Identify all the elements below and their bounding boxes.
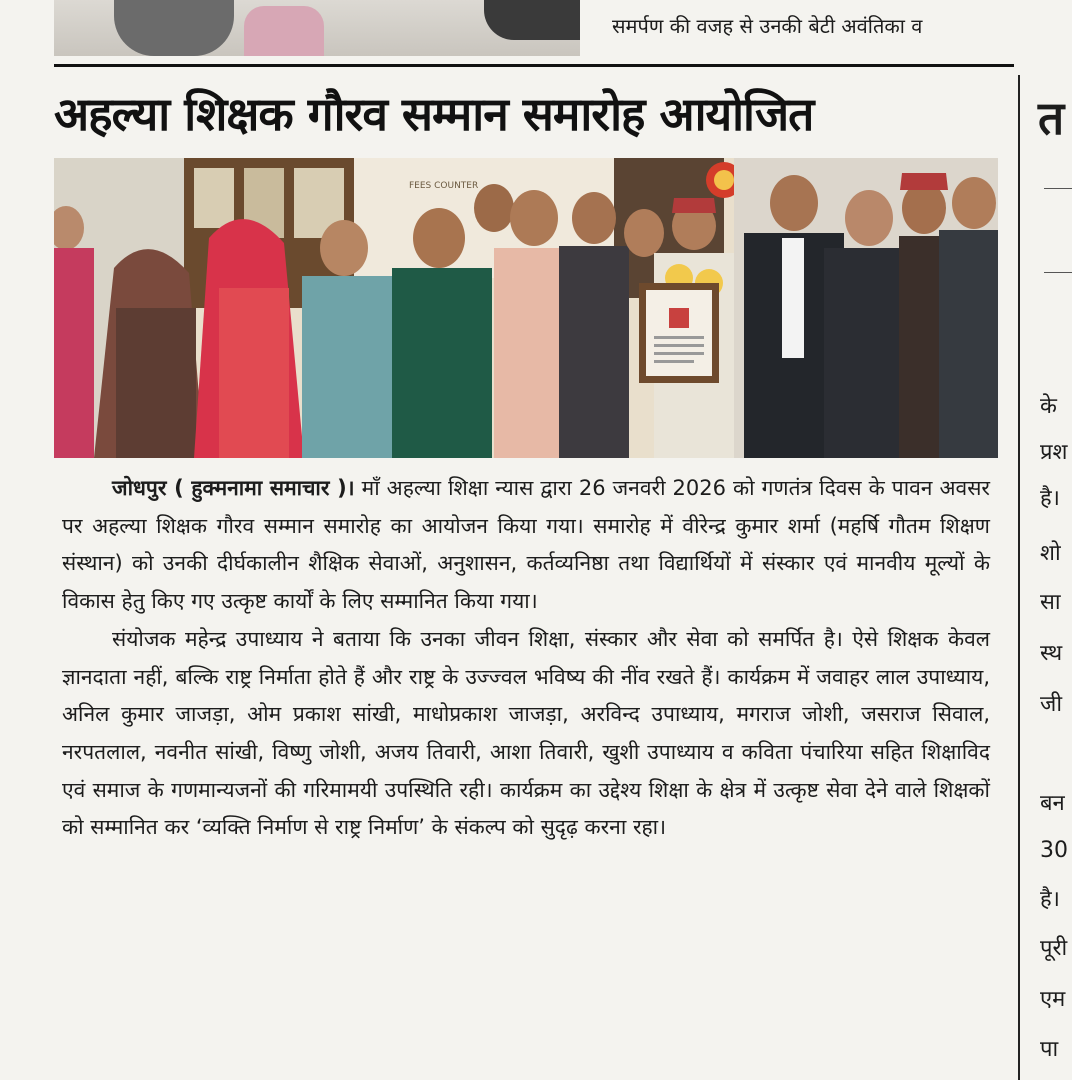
adjacent-word: है। [1040,486,1061,511]
adjacent-word: शो [1040,541,1061,566]
award-plaque [639,283,719,383]
column-divider [1018,75,1020,1080]
adjacent-word: बन [1040,791,1065,816]
adjacent-word: है। [1040,887,1061,912]
adjacent-word: प्रश [1040,440,1068,465]
section-divider [54,64,1014,67]
adjacent-word: जी [1040,692,1063,717]
article-paragraph-2: संयोजक महेन्द्र उपाध्याय ने बताया कि उनका जीवन शिक्षा, संस्कार और सेवा को समर्पित है। ऐसे शिक्षक केवल ज्ञानदाता नहीं, बल्कि राष्ट्र निर्माता होते हैं और राष्ट्र के उज्ज्वल भविष्य की नींव रखते हैं। कार्यक्रम में जवाहर लाल उपाध्याय, अनिल कुमार जाजड़ा, ओम प्रकाश सांखी, माधोप्रकाश जाजड़ा, अरविन्द उपाध्याय, मगराज जोशी, जसराज सिवाल, नरपतलाल, नवनीत सांखी, विष्णु जोशी, अजय तिवारी, आशा तिवारी, खुशी उपाध्याय व कविता पंचारिया सहित शिक्षाविद एवं समाज के गणमान्यजनों की गरिमामयी उपस्थिति रही। कार्यक्रम का उद्देश्य शिक्षा के क्षेत्र में उत्कृष्ट सेवा देने वाले शिक्षकों को सम्मानित कर ‘व्यक्ति निर्माण से राष्ट्र निर्माण’ के संकल्प को सुदृढ़ करना रहा। [62,626,990,840]
article-paragraph-1 [62,470,990,621]
article-body [62,470,990,847]
adjacent-word: एम [1040,987,1066,1012]
adjacent-column [1024,0,1072,1080]
adjacent-word: स्थ [1040,641,1063,666]
adjacent-word: के [1040,394,1057,419]
adjacent-word: पूरी [1040,936,1068,961]
dateline: जोधपुर ( हुक्मनामा समाचार )। [112,476,355,500]
adjacent-word: 30 [1040,838,1068,863]
adjacent-headline-fragment: त [1038,91,1065,145]
fees-counter-sign: FEES COUNTER [409,181,479,191]
news-photo [54,158,998,458]
person-6 [474,184,514,232]
previous-article-strip [0,0,1072,62]
adjacent-word: सा [1040,590,1061,615]
headline: अहल्या शिक्षक गौरव सम्मान समारोह आयोजित [54,87,814,141]
adjacent-rule [1044,272,1072,273]
paragraph-1-text: माँ अहल्या शिक्षा न्यास द्वारा 26 जनवरी 2026 को गणतंत्र दिवस के पावन अवसर पर अहल्या शिक्षक गौरव सम्मान समारोह का आयोजन किया गया। समारोह में वीरेन्द्र कुमार शर्मा (महर्षि गौतम शिक्षण संस्थान) को उनकी दीर्घकालीन शैक्षिक सेवाओं, अनुशासन, कर्तव्यनिष्ठा तथा विद्यार्थियों में संस्कार एवं मानवीय मूल्यों के विकास हेतु किए गए उत्कृष्ट कार्यों के लिए सम्मानित किया गया। [62,476,990,614]
adjacent-rule [1044,188,1072,189]
previous-article-photo [54,0,580,56]
previous-article-text: समर्पण की वजह से उनकी बेटी अवंतिका व [612,14,923,38]
adjacent-word: पा [1040,1037,1059,1062]
